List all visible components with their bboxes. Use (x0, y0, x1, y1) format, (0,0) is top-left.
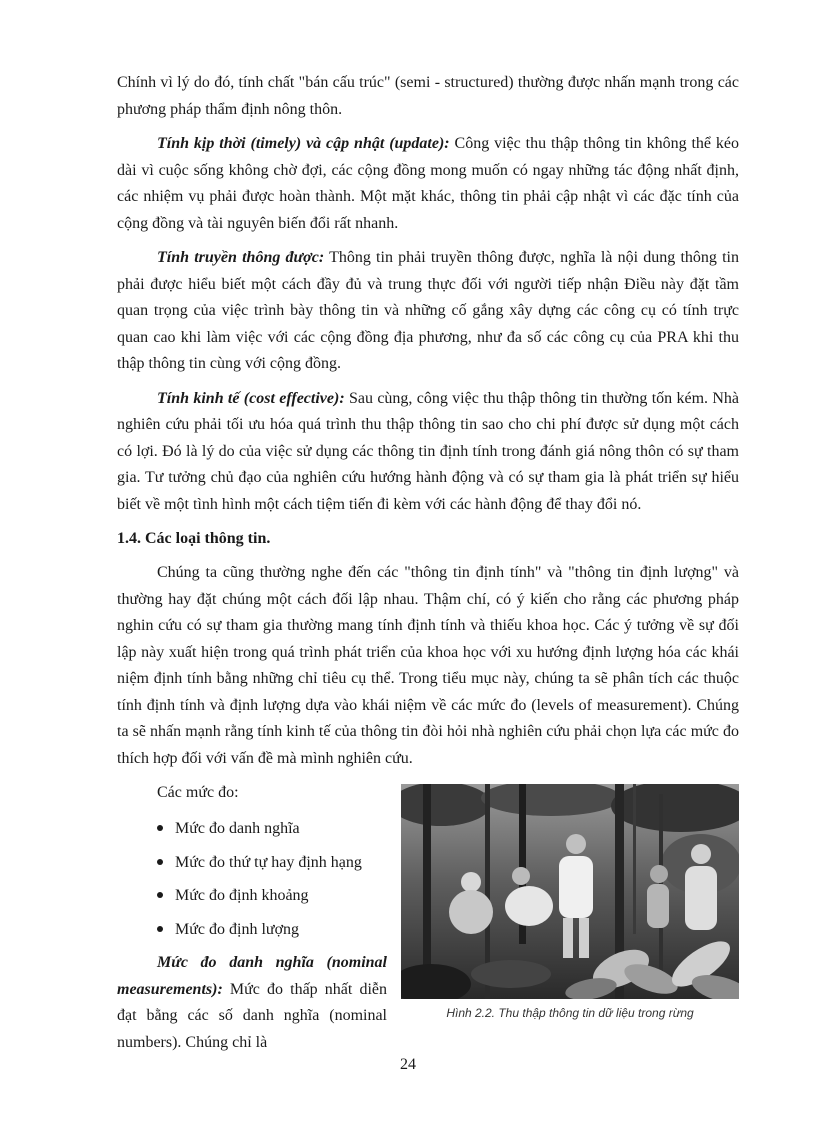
section-heading: 1.4. Các loại thông tin. (117, 530, 271, 547)
term-nominal: Mức đo danh nghĩa (nominal measurements): (117, 954, 387, 998)
levels-title: Các mức đo: (157, 784, 239, 801)
levels-and-figure (117, 780, 739, 1056)
term-communicable: Tính truyền thông được: (157, 249, 325, 266)
term-timely: Tính kịp thời (timely) và cập nhật (update): (157, 135, 450, 152)
term-cost: Tính kinh tế (cost effective): (157, 389, 345, 407)
list-item: Mức đo định khoảng (157, 879, 387, 913)
left-column (117, 780, 387, 1056)
text-communicable: Thông tin phải truyền thông được, nghĩa là nội dung thông tin phải được hiểu biết một cách đầy đủ và trung thực đối với người tiếp nhận Điều này đặt tầm quan trọng của việc trình bày thông tin và những cố gắng xây dựng các công cụ có tính trực quan cao khi làm việc với các cộng đồng địa phương, như đa số các công cụ của PRA khi thu thập thông tin cùng với cộng đồng. (117, 249, 739, 372)
text-nominal: Mức đo thấp nhất diễn đạt bằng các số danh nghĩa (nominal numbers). Chúng chỉ là (117, 980, 387, 1051)
page-number: 24 (400, 1056, 416, 1073)
paragraph-types: Chúng ta cũng thường nghe đến các "thông tin định tính" và "thông tin định lượng" và thường hay đặt chúng một cách đối lập nhau. Thậm chí, có ý kiến cho rằng các phương pháp nghin cứu có sự tham gia thường mang tính định tính và thiếu khoa học. Các ý tưởng về sự đối lập này xuất hiện trong quá trình phát triển của khoa học với xu hướng định lượng hóa các khái niệm định tính bằng những chỉ tiêu cụ thể. Trong tiểu mục này, chúng ta sẽ phân tích các thuộc tính định tính và định lượng dựa vào khái niệm về các mức đo (levels of measurement). Chúng ta sẽ nhấn mạnh rằng tính kinh tế của thông tin đòi hỏi nhà nghiên cứu phải chọn lựa các mức đo thích hợp đối với vấn đề mà mình nghiên cứu. (117, 564, 739, 767)
list-item: Mức đo thứ tự hay định hạng (157, 846, 387, 880)
list-item: Mức đo định lượng (157, 913, 387, 947)
paragraph-intro: Chính vì lý do đó, tính chất "bán cấu trúc" (semi - structured) thường được nhấn mạnh trong các phương pháp thẩm định nông thôn. (117, 74, 739, 118)
text-timely: Công việc thu thập thông tin không thể kéo dài vì cuộc sống không chờ đợi, các cộng đồng mong muốn có ngay những tác động nhất định, các nhiệm vụ phải được hoàn thành. Một mặt khác, thông tin phải cập nhật vì các đặc tính của cộng đồng và tài nguyên biến đổi rất nhanh. (117, 135, 740, 232)
paragraph-nominal (117, 950, 387, 1056)
paragraph-cost (117, 386, 739, 519)
paragraph-communicable (117, 245, 739, 378)
document-page (117, 70, 739, 1056)
figure (401, 784, 739, 1020)
paragraph-timely (117, 131, 739, 237)
text-cost: Sau cùng, công việc thu thập thông tin thường tốn kém. Nhà nghiên cứu phải tối ưu hóa quá trình thu thập thông tin sao cho chi phí được sử dụng một cách có lợi. Đó là lý do của việc sử dụng các thông tin định tính trong đánh giá nông thôn có sự tham gia. Tư tưởng chủ đạo của nghiên cứu hướng hành động và có sự tham gia là phát triển sự hiểu biết về một tình hình một cách tiệm tiến đi kèm với các hành động để thay đổi nó. (117, 389, 740, 513)
forest-photo (401, 784, 739, 999)
figure-caption: Hình 2.2. Thu thập thông tin dữ liệu trong rừng (446, 1006, 694, 1020)
levels-list (117, 812, 387, 946)
list-item: Mức đo danh nghĩa (157, 812, 387, 846)
